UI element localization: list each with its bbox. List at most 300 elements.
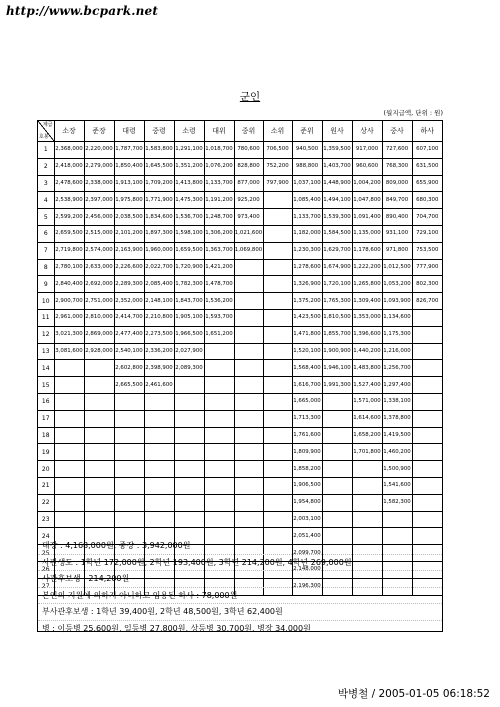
salary-cell: 1,674,900	[322, 259, 352, 276]
step-cell: 18	[38, 427, 54, 444]
salary-cell: 1,471,800	[292, 326, 322, 343]
table-row	[38, 242, 442, 259]
salary-cell	[114, 461, 144, 478]
salary-cell: 2,397,000	[84, 192, 114, 209]
salary-cell: 1,133,700	[204, 175, 234, 192]
salary-cell	[204, 461, 234, 478]
salary-cell	[263, 377, 292, 394]
salary-cell	[352, 477, 382, 494]
salary-cell: 1,256,700	[382, 360, 412, 377]
column-header: 대령	[114, 121, 144, 142]
salary-cell: 2,478,600	[54, 175, 84, 192]
step-cell: 12	[38, 326, 54, 343]
salary-cell: 1,191,200	[204, 192, 234, 209]
salary-cell: 877,000	[234, 175, 263, 192]
column-header: 소령	[174, 121, 204, 142]
salary-cell	[204, 393, 234, 410]
salary-cell	[174, 511, 204, 528]
salary-cell: 2,085,400	[144, 276, 174, 293]
salary-cell	[412, 326, 442, 343]
salary-cell	[263, 309, 292, 326]
salary-cell: 1,761,600	[292, 427, 322, 444]
unit-note: (월지급액, 단위 : 원)	[383, 109, 443, 117]
salary-cell: 753,500	[412, 242, 442, 259]
salary-cell: 1,091,400	[352, 209, 382, 226]
salary-cell: 1,440,200	[352, 343, 382, 360]
salary-cell	[204, 410, 234, 427]
salary-cell	[234, 326, 263, 343]
salary-cell	[234, 393, 263, 410]
table-row	[38, 326, 442, 343]
salary-cell	[174, 444, 204, 461]
footer-signature: 박병철 / 2005-01-05 06:18:52	[337, 688, 490, 700]
table-header-row	[38, 121, 442, 142]
salary-cell: 1,076,200	[204, 158, 234, 175]
salary-cell	[54, 461, 84, 478]
corner-step-label: 호봉	[39, 134, 49, 140]
step-cell: 19	[38, 444, 54, 461]
salary-table-frame	[37, 120, 443, 632]
salary-cell	[322, 410, 352, 427]
salary-cell: 1,765,300	[322, 293, 352, 310]
salary-cell: 973,400	[234, 209, 263, 226]
salary-cell: 1,665,000	[292, 393, 322, 410]
table-row	[38, 444, 442, 461]
salary-cell: 2,051,400	[292, 528, 322, 545]
salary-cell	[412, 360, 442, 377]
salary-cell	[84, 511, 114, 528]
salary-cell	[263, 393, 292, 410]
salary-cell	[174, 477, 204, 494]
salary-cell: 727,600	[382, 142, 412, 159]
salary-cell: 1,946,100	[322, 360, 352, 377]
salary-table	[38, 121, 442, 596]
salary-cell	[204, 444, 234, 461]
salary-cell: 1,216,000	[382, 343, 412, 360]
salary-cell: 1,375,200	[292, 293, 322, 310]
salary-cell: 1,527,400	[352, 377, 382, 394]
salary-cell	[263, 494, 292, 511]
salary-cell	[234, 477, 263, 494]
salary-cell: 2,022,700	[144, 259, 174, 276]
table-row	[38, 410, 442, 427]
site-url: http://www.bcpark.net	[6, 4, 159, 18]
salary-cell: 1,338,100	[382, 393, 412, 410]
salary-cell	[174, 393, 204, 410]
note-line: 본인의 지원에 의하지 아니하고 임용된 하사 : 78,000원	[38, 588, 442, 605]
step-cell: 15	[38, 377, 54, 394]
table-row	[38, 192, 442, 209]
salary-cell: 2,148,000	[292, 561, 322, 578]
salary-cell: 2,515,000	[84, 225, 114, 242]
salary-cell	[263, 209, 292, 226]
salary-cell: 1,598,100	[174, 225, 204, 242]
salary-cell	[234, 511, 263, 528]
salary-cell: 2,414,700	[114, 309, 144, 326]
step-cell: 16	[38, 393, 54, 410]
salary-cell	[412, 494, 442, 511]
salary-cell	[234, 276, 263, 293]
salary-cell	[84, 377, 114, 394]
salary-cell: 1,966,500	[174, 326, 204, 343]
salary-cell	[54, 393, 84, 410]
salary-cell	[234, 410, 263, 427]
salary-cell: 680,300	[412, 192, 442, 209]
note-line: 대장 : 4,168,000원, 중장 : 3,942,000원	[38, 538, 442, 555]
salary-cell: 2,196,300	[292, 578, 322, 595]
salary-cell: 1,021,600	[234, 225, 263, 242]
column-header: 중위	[234, 121, 263, 142]
salary-cell: 1,720,900	[174, 259, 204, 276]
note-line: 병 : 이등병 25,600원, 일등병 27,800원, 상등병 30,700원, 병장 34,000원	[42, 623, 311, 633]
salary-cell	[54, 477, 84, 494]
salary-cell	[84, 410, 114, 427]
salary-cell	[234, 377, 263, 394]
salary-cell	[352, 461, 382, 478]
salary-cell: 1,539,300	[322, 209, 352, 226]
step-cell: 17	[38, 410, 54, 427]
salary-cell: 2,279,000	[84, 158, 114, 175]
table-row	[38, 259, 442, 276]
salary-cell: 1,701,800	[352, 444, 382, 461]
salary-cell	[322, 444, 352, 461]
salary-cell	[263, 192, 292, 209]
step-cell: 10	[38, 293, 54, 310]
salary-cell	[263, 293, 292, 310]
step-cell: 4	[38, 192, 54, 209]
salary-cell	[322, 477, 352, 494]
table-row	[38, 461, 442, 478]
salary-cell	[54, 444, 84, 461]
salary-cell	[234, 360, 263, 377]
salary-cell	[263, 477, 292, 494]
salary-cell: 1,093,900	[382, 293, 412, 310]
salary-cell: 2,751,000	[84, 293, 114, 310]
salary-cell	[322, 461, 352, 478]
salary-cell: 1,353,000	[352, 309, 382, 326]
salary-cell	[54, 377, 84, 394]
salary-cell: 1,906,500	[292, 477, 322, 494]
salary-cell: 2,900,700	[54, 293, 84, 310]
salary-cell: 2,089,300	[174, 360, 204, 377]
salary-cell: 3,021,300	[54, 326, 84, 343]
salary-cell: 2,003,100	[292, 511, 322, 528]
salary-cell: 1,363,700	[204, 242, 234, 259]
salary-cell: 1,991,300	[322, 377, 352, 394]
salary-cell: 2,692,000	[84, 276, 114, 293]
salary-cell	[114, 427, 144, 444]
salary-cell: 826,700	[412, 293, 442, 310]
salary-cell	[84, 477, 114, 494]
salary-cell: 1,483,800	[352, 360, 382, 377]
salary-cell: 1,309,400	[352, 293, 382, 310]
salary-cell: 2,336,200	[144, 343, 174, 360]
salary-cell	[412, 511, 442, 528]
salary-cell: 1,265,800	[352, 276, 382, 293]
salary-cell: 2,840,400	[54, 276, 84, 293]
salary-cell: 1,004,200	[352, 175, 382, 192]
salary-cell: 1,593,700	[204, 309, 234, 326]
document-title: 군인	[239, 91, 261, 103]
step-cell: 25	[38, 545, 54, 562]
salary-cell: 849,700	[382, 192, 412, 209]
salary-cell	[234, 309, 263, 326]
salary-cell	[174, 427, 204, 444]
salary-cell: 655,900	[412, 175, 442, 192]
salary-cell: 1,018,700	[204, 142, 234, 159]
salary-cell: 1,536,700	[174, 209, 204, 226]
salary-cell: 2,719,800	[54, 242, 84, 259]
step-cell: 6	[38, 225, 54, 242]
salary-cell	[204, 494, 234, 511]
salary-cell	[84, 494, 114, 511]
salary-cell	[174, 461, 204, 478]
salary-cell: 2,456,000	[84, 209, 114, 226]
table-row	[38, 477, 442, 494]
salary-cell	[352, 511, 382, 528]
salary-cell: 1,419,500	[382, 427, 412, 444]
salary-cell: 1,810,500	[322, 309, 352, 326]
salary-cell: 1,858,200	[292, 461, 322, 478]
salary-cell	[144, 444, 174, 461]
salary-cell	[204, 511, 234, 528]
salary-cell: 971,800	[382, 242, 412, 259]
salary-cell: 1,897,300	[144, 225, 174, 242]
salary-cell	[174, 410, 204, 427]
salary-cell: 780,600	[234, 142, 263, 159]
salary-cell: 1,583,800	[144, 142, 174, 159]
salary-cell: 729,100	[412, 225, 442, 242]
salary-cell: 1,645,500	[144, 158, 174, 175]
salary-cell: 1,855,700	[322, 326, 352, 343]
salary-cell: 2,289,300	[114, 276, 144, 293]
salary-cell: 1,494,100	[322, 192, 352, 209]
salary-cell: 1,135,000	[352, 225, 382, 242]
salary-cell: 2,780,100	[54, 259, 84, 276]
salary-cell: 1,713,300	[292, 410, 322, 427]
salary-cell: 2,538,900	[54, 192, 84, 209]
salary-cell	[412, 477, 442, 494]
step-cell: 5	[38, 209, 54, 226]
salary-cell	[263, 242, 292, 259]
salary-cell: 1,541,600	[382, 477, 412, 494]
salary-cell: 706,500	[263, 142, 292, 159]
salary-cell: 1,614,600	[352, 410, 382, 427]
salary-cell	[263, 276, 292, 293]
table-row	[38, 393, 442, 410]
salary-cell: 2,540,100	[114, 343, 144, 360]
salary-cell: 1,709,200	[144, 175, 174, 192]
salary-cell: 1,403,700	[322, 158, 352, 175]
salary-cell	[234, 494, 263, 511]
salary-cell: 2,665,500	[114, 377, 144, 394]
salary-cell: 925,200	[234, 192, 263, 209]
salary-cell	[263, 444, 292, 461]
table-row	[38, 175, 442, 192]
column-header: 중령	[144, 121, 174, 142]
salary-cell: 1,850,400	[114, 158, 144, 175]
salary-cell: 1,658,200	[352, 427, 382, 444]
salary-cell: 1,843,700	[174, 293, 204, 310]
salary-cell: 1,960,000	[144, 242, 174, 259]
salary-cell: 931,100	[382, 225, 412, 242]
salary-cell: 1,975,800	[114, 192, 144, 209]
step-cell: 27	[38, 578, 54, 595]
salary-cell: 1,659,500	[174, 242, 204, 259]
table-body	[38, 142, 442, 596]
salary-cell: 1,085,400	[292, 192, 322, 209]
salary-cell	[322, 494, 352, 511]
salary-cell: 1,616,700	[292, 377, 322, 394]
salary-cell	[84, 393, 114, 410]
salary-cell: 2,099,700	[292, 545, 322, 562]
salary-cell: 1,520,100	[292, 343, 322, 360]
column-header: 준장	[84, 121, 114, 142]
salary-cell: 1,306,200	[204, 225, 234, 242]
salary-cell: 1,378,800	[382, 410, 412, 427]
salary-cell	[84, 360, 114, 377]
salary-cell	[144, 461, 174, 478]
salary-cell	[412, 410, 442, 427]
step-cell: 23	[38, 511, 54, 528]
salary-cell: 2,226,600	[114, 259, 144, 276]
salary-cell: 2,810,000	[84, 309, 114, 326]
salary-cell	[234, 427, 263, 444]
salary-cell	[54, 360, 84, 377]
salary-cell: 1,134,600	[382, 309, 412, 326]
salary-cell	[114, 410, 144, 427]
salary-cell: 1,629,700	[322, 242, 352, 259]
salary-cell: 2,633,000	[84, 259, 114, 276]
table-row	[38, 142, 442, 159]
salary-cell: 2,928,000	[84, 343, 114, 360]
step-cell: 8	[38, 259, 54, 276]
salary-cell	[204, 343, 234, 360]
step-cell: 13	[38, 343, 54, 360]
salary-cell: 2,869,000	[84, 326, 114, 343]
salary-cell: 2,273,500	[144, 326, 174, 343]
table-row	[38, 309, 442, 326]
salary-cell	[84, 461, 114, 478]
salary-cell	[263, 461, 292, 478]
salary-cell: 2,477,400	[114, 326, 144, 343]
salary-cell: 2,220,000	[84, 142, 114, 159]
salary-cell: 2,599,200	[54, 209, 84, 226]
salary-cell: 1,651,200	[204, 326, 234, 343]
salary-cell	[263, 410, 292, 427]
salary-cell	[144, 427, 174, 444]
step-cell: 21	[38, 477, 54, 494]
salary-cell: 890,400	[382, 209, 412, 226]
salary-cell: 2,602,800	[114, 360, 144, 377]
step-cell: 22	[38, 494, 54, 511]
table-row	[38, 377, 442, 394]
salary-cell: 2,574,000	[84, 242, 114, 259]
column-header: 상사	[352, 121, 382, 142]
step-cell: 11	[38, 309, 54, 326]
salary-cell: 1,012,500	[382, 259, 412, 276]
step-cell: 7	[38, 242, 54, 259]
salary-cell	[54, 427, 84, 444]
salary-cell: 1,053,200	[382, 276, 412, 293]
salary-cell	[263, 225, 292, 242]
salary-cell: 1,900,900	[322, 343, 352, 360]
salary-cell: 1,423,500	[292, 309, 322, 326]
step-cell: 20	[38, 461, 54, 478]
salary-cell: 797,900	[263, 175, 292, 192]
salary-cell	[263, 259, 292, 276]
table-row	[38, 427, 442, 444]
salary-cell	[322, 427, 352, 444]
salary-cell: 1,421,200	[204, 259, 234, 276]
column-header: 소위	[263, 121, 292, 142]
salary-cell: 2,338,000	[84, 175, 114, 192]
salary-cell: 2,352,000	[114, 293, 144, 310]
salary-cell: 2,398,900	[144, 360, 174, 377]
note-line: 부사관후보생 : 1학년 39,400원, 2학년 48,500원, 3학년 62,400원	[38, 604, 442, 621]
salary-cell: 2,368,000	[54, 142, 84, 159]
salary-cell: 1,351,200	[174, 158, 204, 175]
salary-cell: 1,478,700	[204, 276, 234, 293]
salary-cell	[84, 427, 114, 444]
salary-cell	[322, 393, 352, 410]
salary-cell	[263, 326, 292, 343]
salary-cell: 2,101,200	[114, 225, 144, 242]
step-cell: 1	[38, 142, 54, 159]
salary-cell: 1,954,800	[292, 494, 322, 511]
salary-cell: 752,200	[263, 158, 292, 175]
salary-cell: 2,027,900	[174, 343, 204, 360]
column-header: 하사	[412, 121, 442, 142]
table-row	[38, 360, 442, 377]
salary-cell: 1,413,800	[174, 175, 204, 192]
salary-cell: 1,182,000	[292, 225, 322, 242]
salary-cell	[382, 511, 412, 528]
salary-cell: 2,210,800	[144, 309, 174, 326]
salary-cell	[412, 377, 442, 394]
column-header: 대위	[204, 121, 234, 142]
salary-cell: 1,475,300	[174, 192, 204, 209]
corner-cell	[38, 121, 54, 142]
table-row	[38, 293, 442, 310]
salary-cell	[114, 477, 144, 494]
salary-cell: 1,460,200	[382, 444, 412, 461]
salary-cell	[234, 461, 263, 478]
column-header: 준위	[292, 121, 322, 142]
column-header: 원사	[322, 121, 352, 142]
salary-cell: 809,000	[382, 175, 412, 192]
salary-cell: 1,834,600	[144, 209, 174, 226]
salary-cell: 2,038,500	[114, 209, 144, 226]
salary-cell	[84, 444, 114, 461]
salary-cell	[204, 360, 234, 377]
salary-cell	[412, 309, 442, 326]
note-line: 사관생도 : 1학년 172,000원, 2학년 193,400원, 3학년 214,200원, 4학년 269,000원	[38, 555, 442, 572]
salary-cell	[234, 293, 263, 310]
salary-cell: 1,133,700	[292, 209, 322, 226]
salary-cell	[412, 427, 442, 444]
salary-cell	[114, 494, 144, 511]
salary-cell: 1,396,600	[352, 326, 382, 343]
salary-cell	[144, 410, 174, 427]
step-cell: 3	[38, 175, 54, 192]
salary-cell	[263, 360, 292, 377]
salary-cell: 1,720,100	[322, 276, 352, 293]
table-row	[38, 209, 442, 226]
salary-cell	[114, 511, 144, 528]
salary-cell	[412, 393, 442, 410]
salary-cell: 1,782,300	[174, 276, 204, 293]
